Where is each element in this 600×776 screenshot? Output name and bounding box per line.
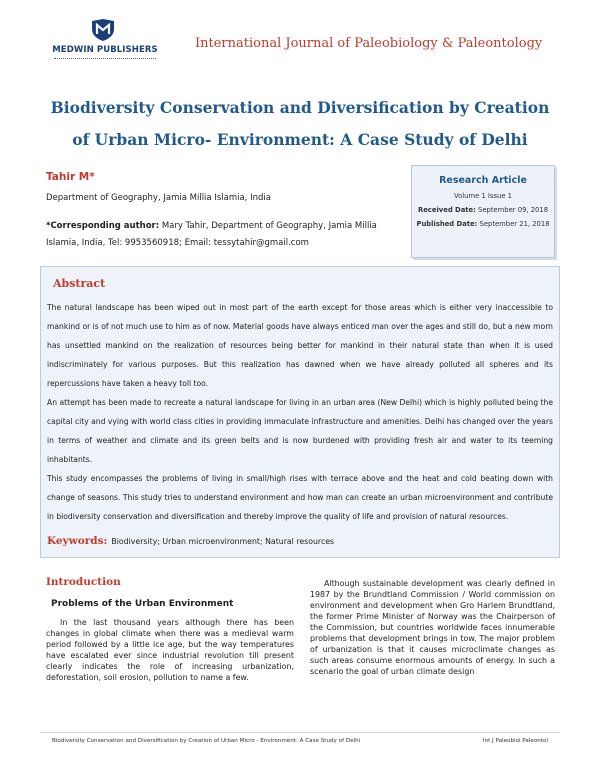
abstract-paragraph-3: This study encompasses the problems of living in small/high rises with terrace above and the heat and cold beating down with change of seasons. This study tries to understand environment and how man can create an urban microenvironment and contribute in biodiversity conservation and diversification and thereby improve the quality of life and provision of natural resources. xyxy=(47,474,553,521)
published-date-label: Published Date: xyxy=(416,220,478,228)
article-title: Biodiversity Conservation and Diversification by Creation of Urban Micro- Environment: A Case Study of Delhi xyxy=(50,98,550,149)
journal-name: International Journal of Paleobiology & Paleontology xyxy=(195,36,543,51)
abstract-heading: Abstract xyxy=(53,277,106,290)
received-date xyxy=(412,206,554,214)
article-info-box xyxy=(411,165,555,258)
footer-journal-abbrev: Int J Paleobiol Paleontol xyxy=(482,738,548,744)
right-column xyxy=(310,578,555,677)
right-paragraph: Although sustainable development was clearly defined in 1987 by the Brundtland Commission / World commission on environment and development when Gro Harlem Brundtland, the former Prime Minister of Norway was the Chairperson of the Commission, but countries worldwide faces innumerable problems that development brings in tow. The major problem of urbanization is that it causes microclimate changes as such areas consume enormous amounts of energy. In such a scenario the goal of urban climate design xyxy=(310,579,555,676)
publisher-logo xyxy=(50,18,160,66)
corresponding-author-details: Mary Tahir, Department of Geography, Jamia Millia Islamia, India, Tel: 9953560918; Email: tessytahir@gmail.com xyxy=(46,221,377,248)
left-paragraph: In the last thousand years although there has been changes in global climate when there was a medieval warm period followed by a little ice age, but the way temperatures have escalated ever since industrial revolution till present clearly indicates the role of increasing urbanization, deforestation, soil erosion, pollution to name a few. xyxy=(46,618,294,682)
abstract-paragraph-1: The natural landscape has been wiped out in most part of the earth except for those areas which is either very inaccessible to mankind or is of not much use to him as of now. Material goods have always enticed man over the ages and still do, but a new morn has unsettled mankind on the realization of resources being better for mankind in their natural state than when it is used indiscriminately for various purposes. But this realization has dawned when we have already polluted all spheres and its repercussions have taken a heavy toll too. xyxy=(47,303,553,388)
article-type: Research Article xyxy=(439,175,527,186)
shield-m-logo-icon xyxy=(90,18,116,42)
volume-issue: Volume 1 Issue 1 xyxy=(454,192,512,200)
corresponding-author-label: *Corresponding author: xyxy=(46,221,160,231)
page-footer xyxy=(40,732,560,746)
publisher-tagline-rule xyxy=(54,58,156,60)
keywords xyxy=(47,535,334,547)
publisher-name: MEDWIN PUBLISHERS xyxy=(52,45,158,55)
keywords-label: Keywords: xyxy=(47,535,108,547)
introduction-heading: Introduction xyxy=(46,576,121,588)
subsection-heading: Problems of the Urban Environment xyxy=(51,599,234,609)
abstract-paragraph-2: An attempt has been made to recreate a natural landscape for living in an urban area (New Delhi) which is highly polluted being the capital city and vying with world class cities in providing immaculate infrastructure and amenities. Delhi has changed over the years in terms of weather and climate and its green belts and is now burdened with providing fresh air and water to its teeming inhabitants. xyxy=(47,398,553,464)
footer-title: Biodiversity Conservation and Diversification by Creation of Urban Micro - Environment: A Case Study of Delhi xyxy=(52,738,361,744)
author-name: Tahir M* xyxy=(46,171,95,183)
keywords-list: Biodiversity; Urban microenvironment; Natural resources xyxy=(111,537,335,546)
left-column xyxy=(46,574,294,683)
abstract-box xyxy=(40,266,560,558)
abstract-body xyxy=(47,298,553,526)
corresponding-author xyxy=(46,218,406,252)
published-date-value: September 21, 2018 xyxy=(477,220,550,228)
received-date-label: Received Date: xyxy=(417,206,476,214)
author-affiliation: Department of Geography, Jamia Millia Islamia, India xyxy=(46,193,271,203)
published-date xyxy=(412,220,554,228)
received-date-value: September 09, 2018 xyxy=(475,206,549,214)
